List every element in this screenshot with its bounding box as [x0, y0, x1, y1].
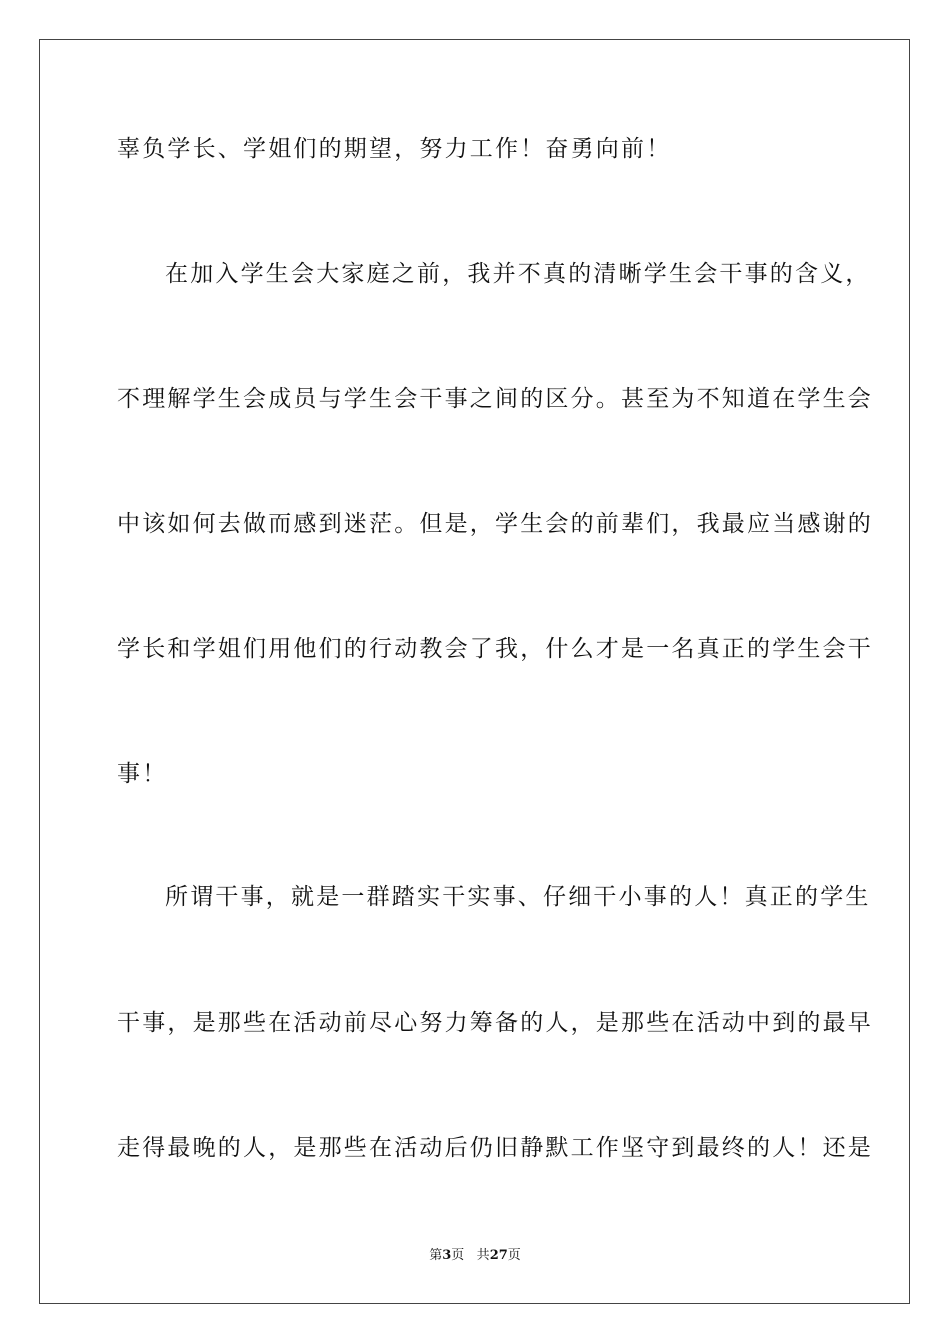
total-suffix: 页 — [507, 1248, 521, 1263]
body-line-8: 干事，是那些在活动前尽心努力筹备的人，是那些在活动中到的最早 — [117, 1010, 873, 1036]
page-border — [39, 39, 910, 1304]
body-line-4: 中该如何去做而感到迷茫。但是，学生会的前辈们，我最应当感谢的 — [117, 511, 873, 537]
page-suffix: 页 — [451, 1248, 465, 1263]
body-line-9: 走得最晚的人，是那些在活动后仍旧静默工作坚守到最终的人！还是 — [117, 1135, 873, 1161]
body-line-7: 所谓干事，就是一群踏实干实事、仔细干小事的人！真正的学生 — [165, 884, 871, 910]
page-prefix: 第 — [429, 1248, 443, 1263]
total-prefix: 共 — [476, 1248, 490, 1263]
body-line-5: 学长和学姐们用他们的行动教会了我，什么才是一名真正的学生会干 — [117, 636, 873, 662]
body-line-1: 辜负学长、学姐们的期望，努力工作！奋勇向前！ — [117, 136, 672, 162]
body-line-3: 不理解学生会成员与学生会干事之间的区分。甚至为不知道在学生会 — [117, 386, 873, 412]
body-line-6: 事！ — [117, 761, 168, 787]
total-pages: 27 — [489, 1248, 508, 1263]
page-footer — [0, 1247, 950, 1265]
page-number: 3 — [442, 1248, 452, 1263]
body-line-2: 在加入学生会大家庭之前，我并不真的清晰学生会干事的含义， — [165, 261, 871, 287]
